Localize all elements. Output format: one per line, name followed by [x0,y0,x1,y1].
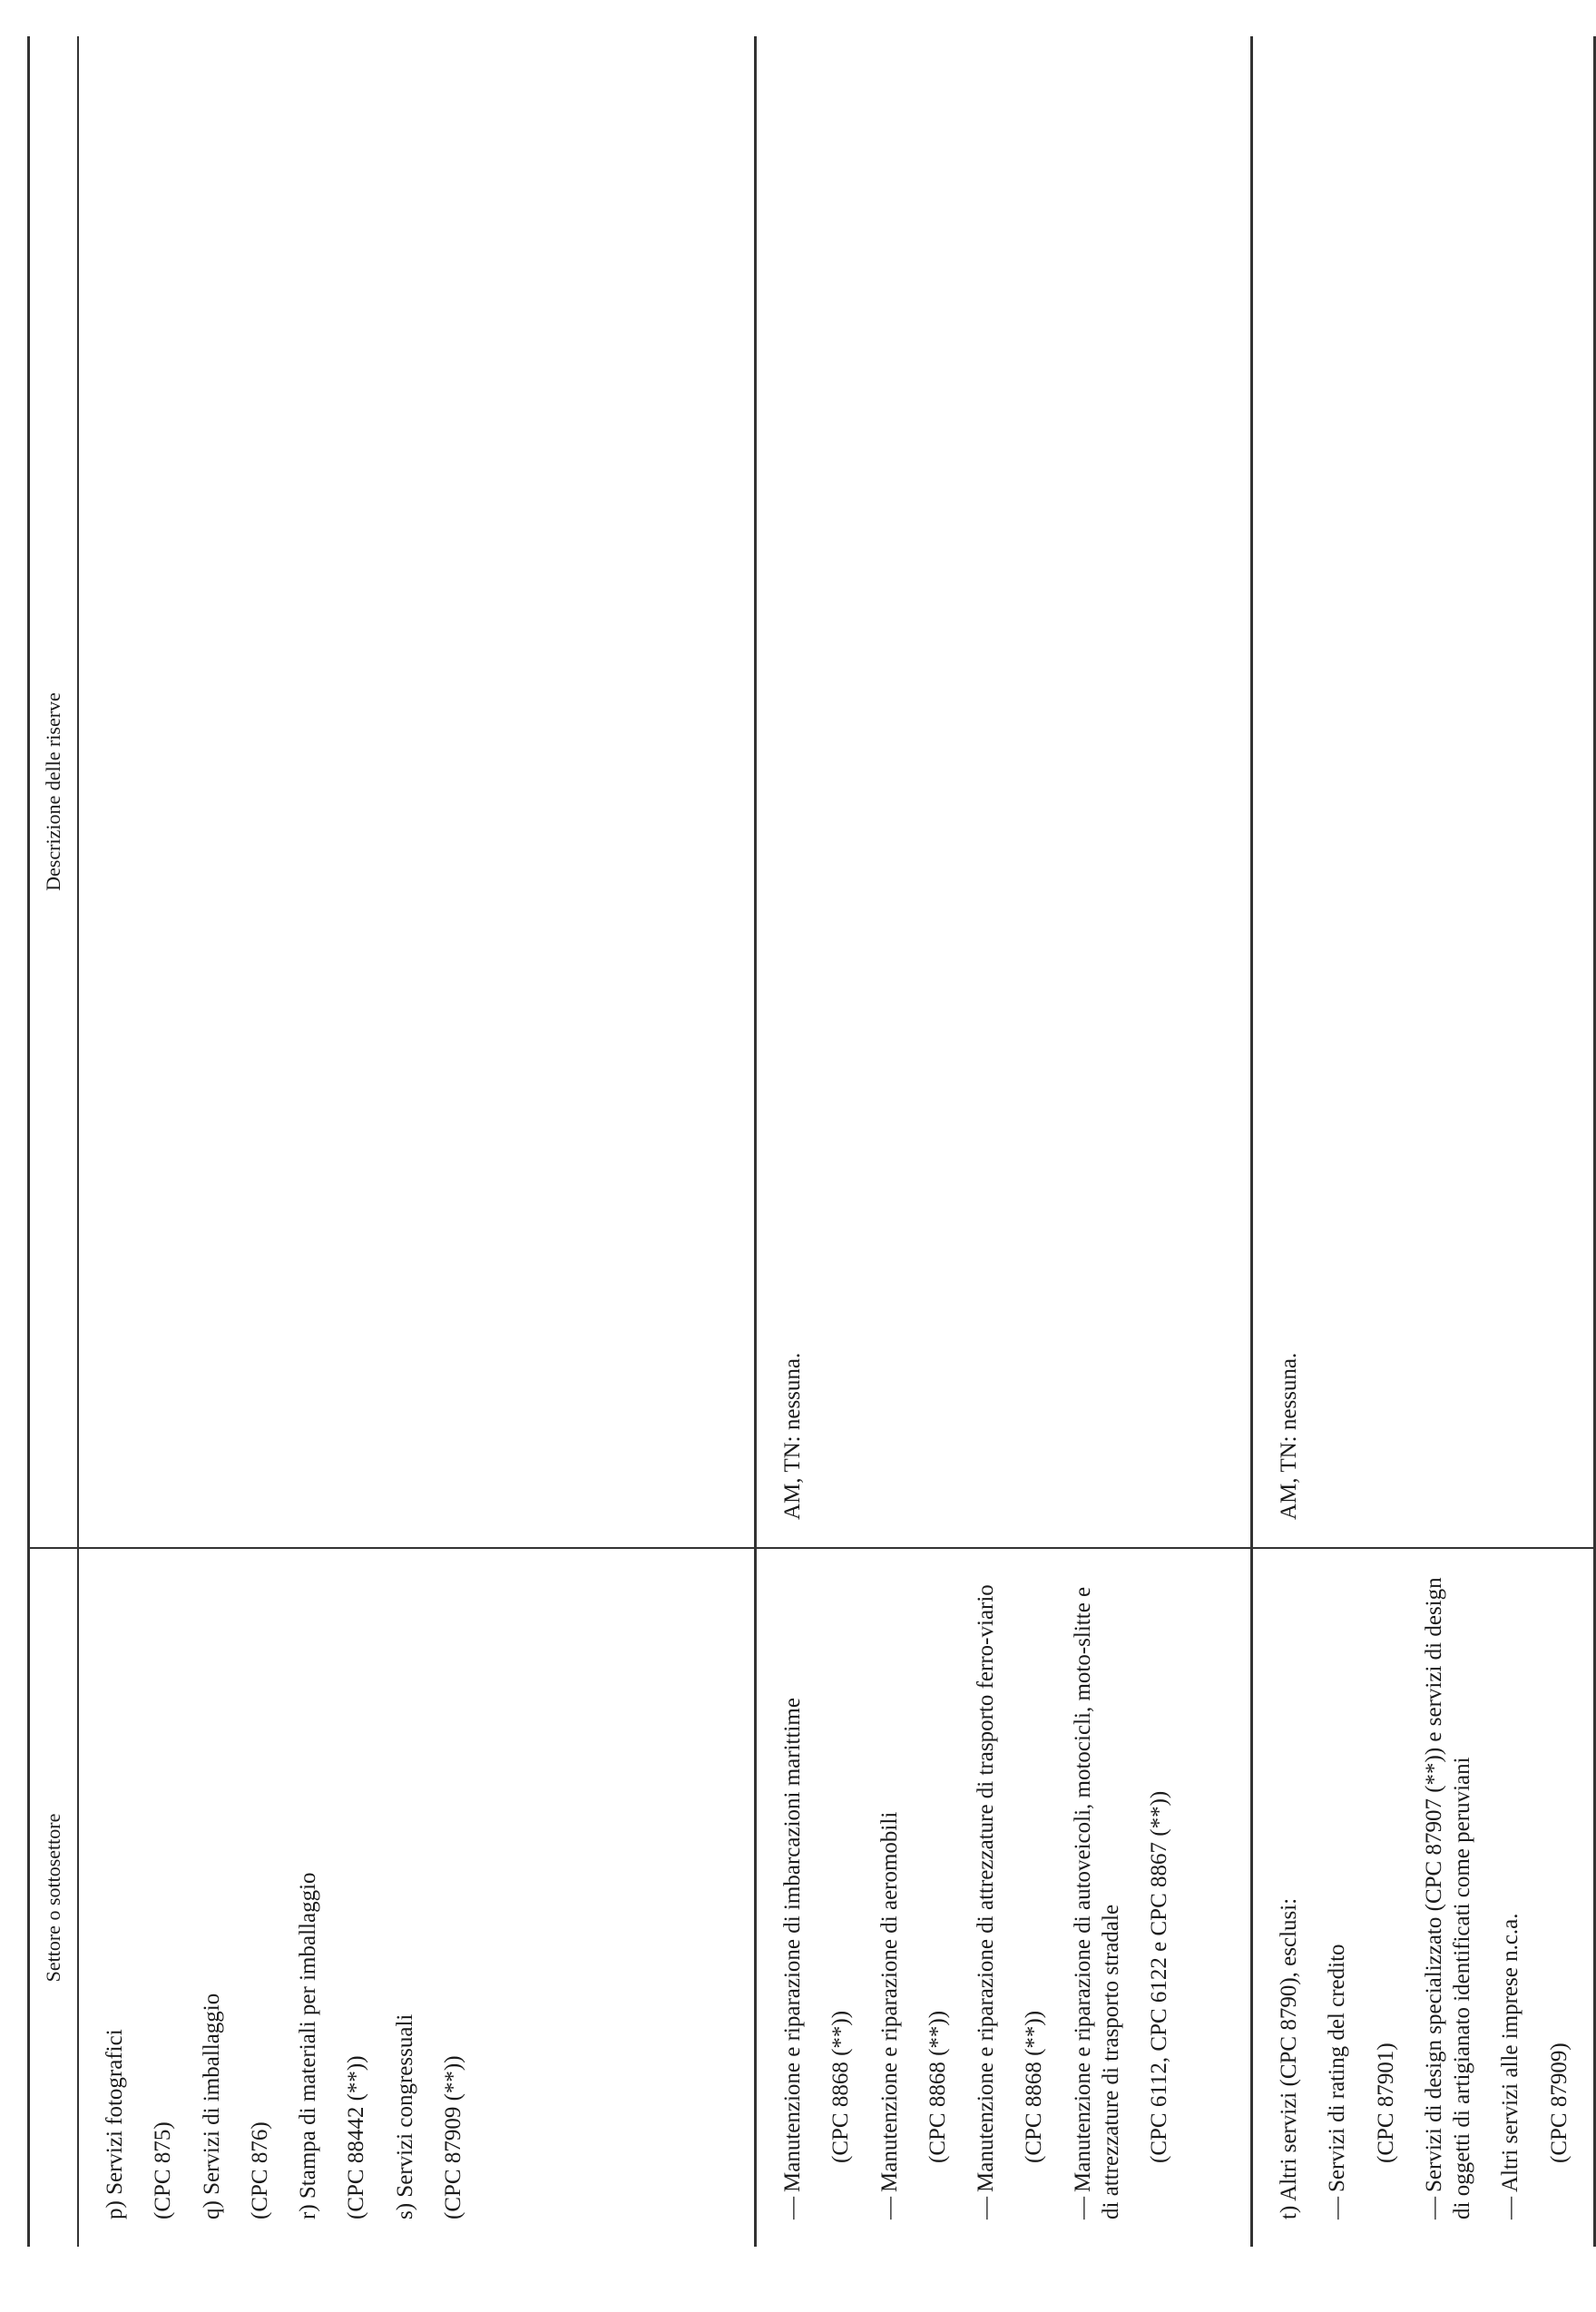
sector-line [1496,1576,1524,2219]
sector-line [1323,1576,1351,2219]
sector-line: (CPC 8868 (**)) [828,2010,854,2163]
rotated-page [27,36,1572,2247]
sector-line: s) Servizi congressuali [392,2013,417,2219]
sector-text: Servizi di rating del credito [1325,1944,1350,2192]
sector-text: Altri servizi alle imprese n.c.a. [1498,1913,1523,2192]
sector-line: (CPC 8868 (**)) [925,2010,950,2163]
sector-line [1069,1576,1126,2219]
sector-line: (CPC 88442 (**)) [344,2055,369,2219]
sector-line: r) Stampa di materiali per imballaggio [296,1872,320,2219]
dash-mark: — [1421,2197,1446,2219]
sector-cell [78,1548,756,2247]
sector-text: Manutenzione e riparazione di imbarcazioni marittime [780,1698,805,2192]
table-row [1252,36,1595,2247]
table-row [756,36,1252,2247]
sector-line: (CPC 6112, CPC 6122 e CPC 8867 (**)) [1147,1790,1171,2163]
reservation-cell: AM, TN: nessuna. [756,36,1252,1548]
sector-text: Manutenzione e riparazione di attrezzature di trasporto ferro-viario [974,1584,998,2192]
sector-text: Servizi di design specializzato (CPC 87907 (**)) e servizi di design di oggetti di artigianato identificati come peruviani [1421,1577,1474,2219]
sector-line [876,1576,904,2219]
reservation-cell: AM, TN: nessuna. [1252,36,1595,1548]
sector-line: t) Altri servizi (CPC 8790), esclusi: [1277,1897,1301,2219]
sector-text: Manutenzione e riparazione di autoveicoli, motocicli, moto-slitte e di attrezzature di trasporto stradale [1070,1586,1123,2219]
header-reservations: Descrizione delle riserve [29,36,79,1548]
dash-mark: — [780,2197,805,2219]
table-header-row [29,36,79,2247]
sector-line: (CPC 87909 (**)) [440,2055,465,2219]
header-sector: Settore o sottosettore [29,1548,79,2247]
sector-line: (CPC 876) [247,2121,272,2219]
sector-line: (CPC 875) [151,2121,176,2219]
sector-cell [756,1548,1252,2247]
sector-line [1420,1576,1477,2219]
table-row [78,36,756,2247]
sector-text: Manutenzione e riparazione di aeromobili [876,1811,902,2192]
sector-line: (CPC 8868 (**)) [1022,2010,1047,2163]
sector-line: q) Servizi di imballaggio [199,1993,224,2219]
sector-line: p) Servizi fotografici [103,2029,127,2219]
sector-cell [1252,1548,1595,2247]
dash-mark: — [1498,2197,1523,2219]
reservation-cell [78,36,756,1548]
sector-line [778,1576,807,2219]
reservations-table [27,36,1596,2247]
dash-mark: — [974,2197,998,2219]
sector-line [972,1576,1000,2219]
dash-mark: — [1325,2197,1350,2219]
sector-line: (CPC 87901) [1373,2043,1398,2163]
dash-mark: — [876,2197,902,2219]
sector-line: (CPC 87909) [1546,2043,1572,2163]
dash-mark: — [1070,2197,1095,2219]
